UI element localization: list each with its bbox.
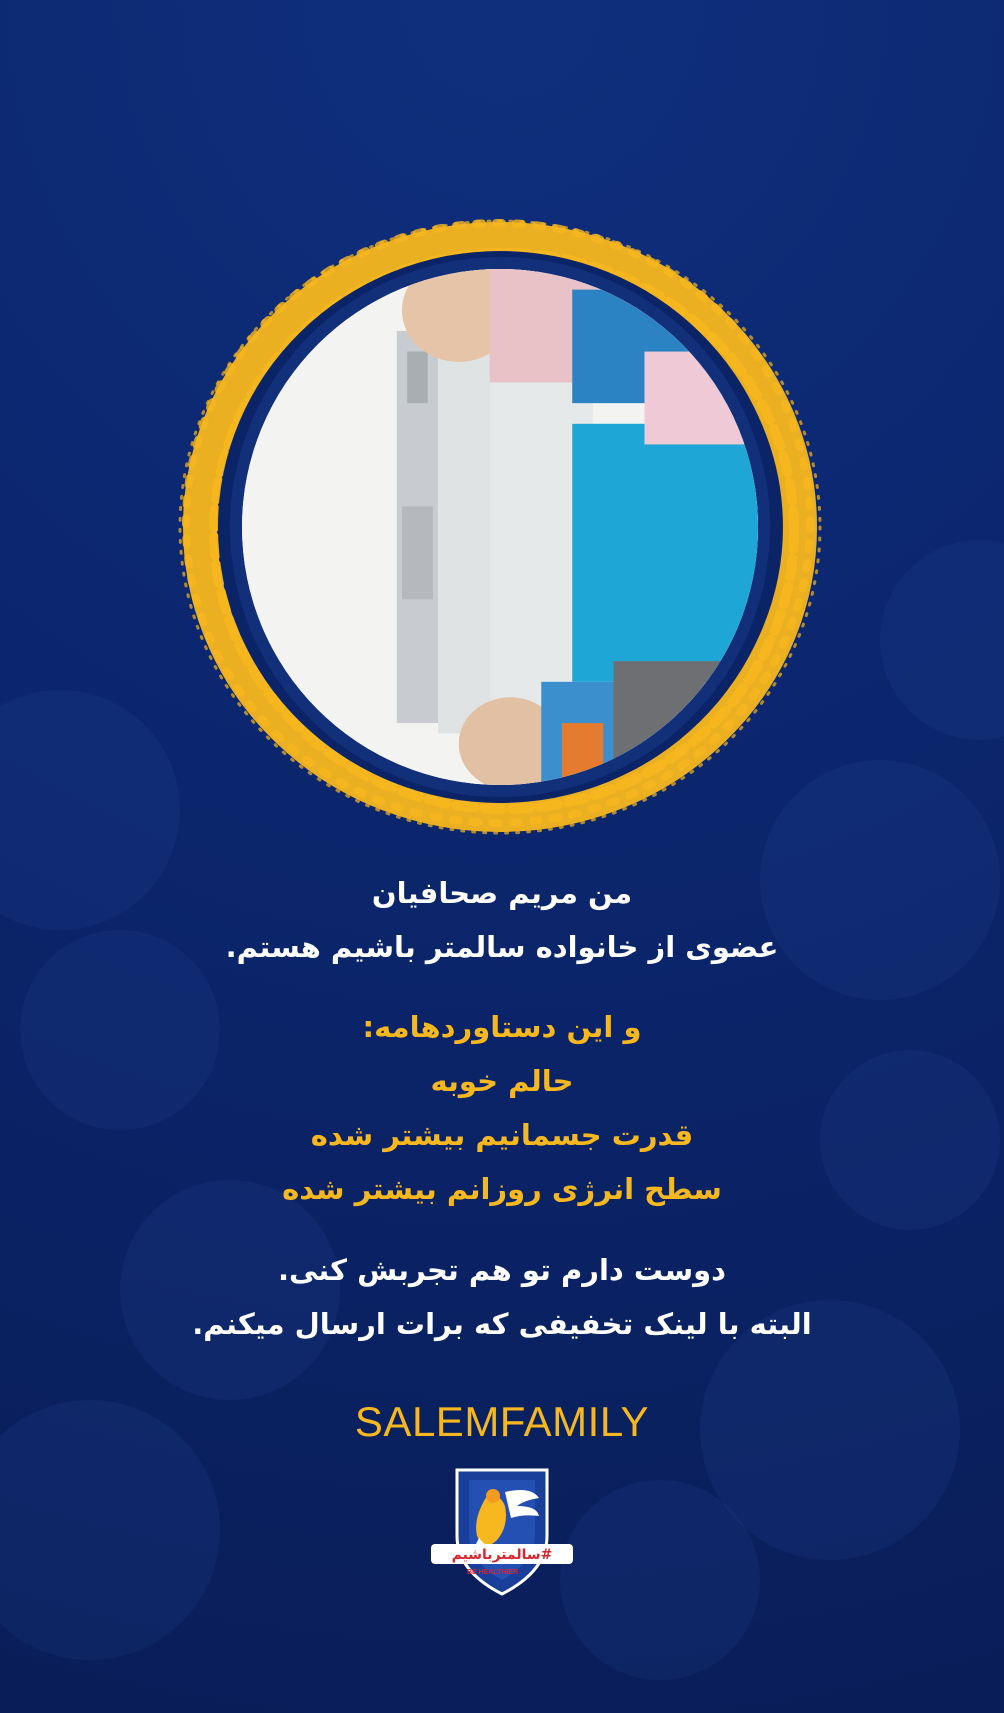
brand-name: SALEMFAMILY	[354, 1398, 650, 1445]
invite-section	[0, 1243, 1004, 1351]
logo-subtext: BE HEALTHIER	[467, 1569, 519, 1576]
logo-hashtag: #سالمتر‌باشیم	[451, 1547, 553, 1563]
bokeh-circle	[560, 1480, 760, 1680]
profile-photo-border	[230, 257, 770, 797]
achievement-item: قدرت جسمانیم بیشتر شده	[310, 1118, 694, 1152]
achievements-section	[0, 1000, 1004, 1216]
profile-photo-frame	[170, 205, 830, 835]
achievement-item: سطح انرژی روزانم بیشتر شده	[282, 1172, 722, 1206]
achievement-item: حالم خوبه	[430, 1064, 574, 1098]
intro-section	[0, 866, 1004, 974]
profile-photo	[242, 269, 758, 785]
be-healthier-logo	[427, 1466, 577, 1598]
invite-line-discount: البته با لینک تخفیفی که برات ارسال میکنم.	[192, 1307, 812, 1341]
achievements-heading: و این دستاوردهامه:	[362, 1010, 642, 1044]
invite-line: دوست دارم تو هم تجربش کنی.	[277, 1253, 727, 1287]
intro-line-name: من مریم صحافیان	[371, 876, 633, 910]
intro-line-membership: عضوی از خانواده سالمتر باشیم هستم.	[225, 930, 779, 964]
